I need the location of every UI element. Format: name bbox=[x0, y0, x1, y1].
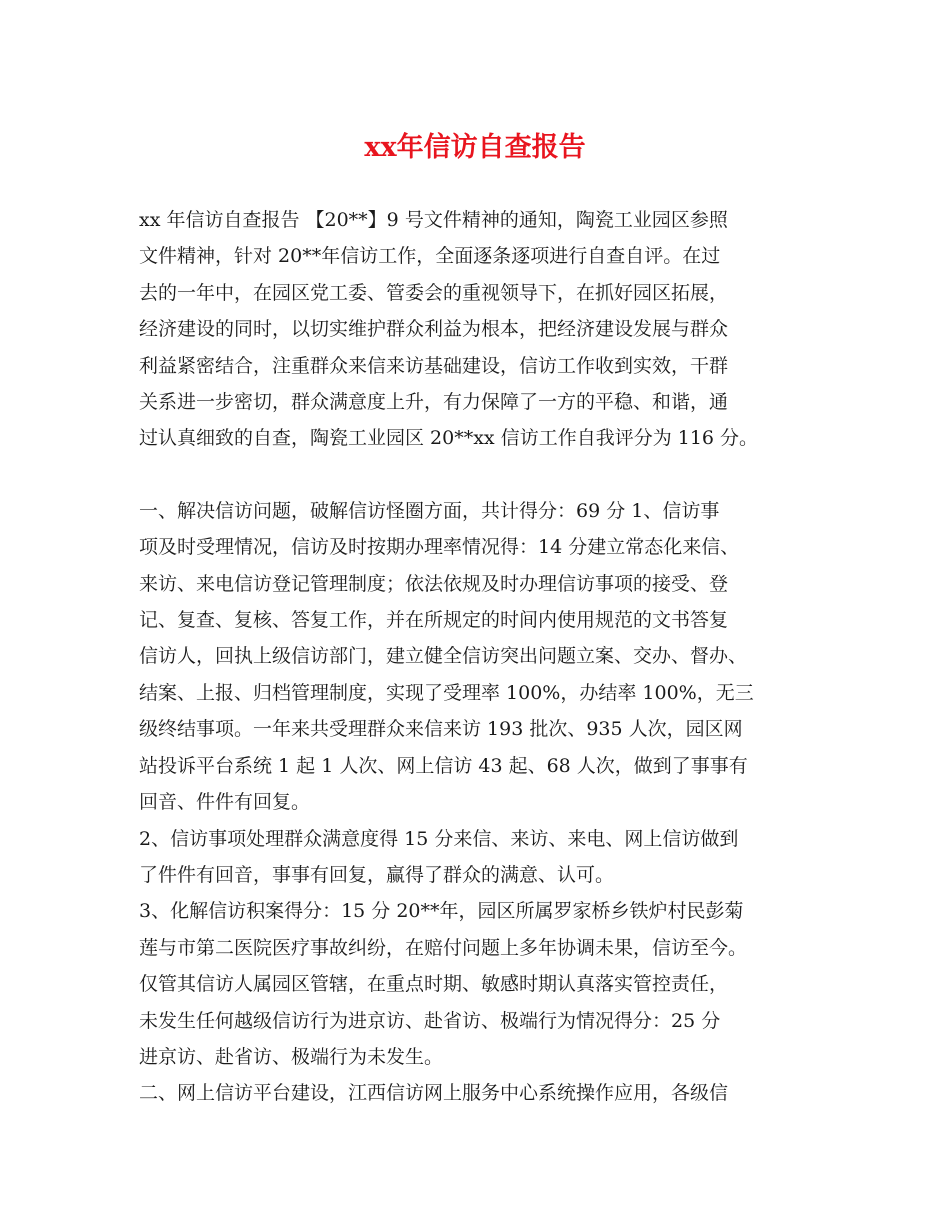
text-line: 记、复查、复核、答复工作，并在所规定的时间内使用规范的文书答复 bbox=[139, 609, 729, 632]
text-line: 仅管其信访人属园区管辖，在重点时期、敏感时期认真落实管控责任， bbox=[139, 973, 729, 996]
text-line: 未发生任何越级信访行为进京访、赴省访、极端行为情况得分：25 分 bbox=[139, 1009, 721, 1032]
paragraph-section-one bbox=[139, 493, 829, 821]
text-line: 项及时受理情况，信访及时按期办理率情况得：14 分建立常态化来信、 bbox=[139, 536, 740, 559]
text-line: xx 年信访自查报告 【20**】9 号文件精神的通知，陶瓷工业园区参照 bbox=[139, 209, 728, 231]
paragraph-item-three bbox=[139, 893, 829, 1075]
text-line: 2、信访事项处理群众满意度得 15 分来信、来访、来电、网上信访做到 bbox=[139, 827, 739, 850]
text-line: 级终结事项。一年来共受理群众来信来访 193 批次、935 人次，园区网 bbox=[139, 718, 743, 741]
text-line: 文件精神，针对 20**年信访工作，全面逐条逐项进行自查自评。在过 bbox=[139, 245, 721, 268]
text-line: 莲与市第二医院医疗事故纠纷，在赔付问题上多年协调未果，信访至今。 bbox=[139, 936, 748, 959]
text-line: 关系进一步密切，群众满意度上升，有力保障了一方的平稳、和谐，通 bbox=[139, 391, 729, 414]
text-line: 利益紧密结合，注重群众来信来访基础建设，信访工作收到实效，干群 bbox=[139, 354, 729, 377]
text-line: 二、网上信访平台建设，江西信访网上服务中心系统操作应用，各级信 bbox=[139, 1082, 729, 1105]
text-line: 3、化解信访积案得分：15 分 20**年，园区所属罗家桥乡铁炉村民彭菊 bbox=[139, 900, 744, 923]
text-line: 信访人，回执上级信访部门，建立健全信访突出问题立案、交办、督办、 bbox=[139, 645, 748, 668]
text-line: 回音、件件有回复。 bbox=[139, 791, 311, 814]
text-line: 经济建设的同时，以切实维护群众利益为根本，把经济建设发展与群众 bbox=[139, 318, 729, 341]
text-line: 结案、上报、归档管理制度，实现了受理率 100%，办结率 100%，无三 bbox=[139, 681, 754, 704]
document-body bbox=[139, 202, 829, 1112]
paragraph-intro bbox=[139, 202, 829, 457]
document-title: xx年信访自查报告 bbox=[364, 132, 586, 163]
text-line: 进京访、赴省访、极端行为未发生。 bbox=[139, 1045, 444, 1068]
text-line: 站投诉平台系统 1 起 1 人次、网上信访 43 起、68 人次，做到了事事有 bbox=[139, 754, 748, 777]
text-line: 一、解决信访问题，破解信访怪圈方面，共计得分：69 分 1、信访事 bbox=[139, 499, 720, 522]
text-line: 去的一年中，在园区党工委、管委会的重视领导下，在抓好园区拓展， bbox=[139, 281, 729, 304]
text-line: 来访、来电信访登记管理制度；依法依规及时办理信访事项的接受、登 bbox=[139, 572, 729, 595]
text-line: 过认真细致的自查，陶瓷工业园区 20**xx 信访工作自我评分为 116 分。 bbox=[139, 427, 759, 450]
text-line: 了件件有回音，事事有回复，赢得了群众的满意、认可。 bbox=[139, 863, 615, 886]
paragraph-spacer bbox=[139, 457, 829, 493]
paragraph-item-two bbox=[139, 821, 829, 894]
paragraph-section-two bbox=[139, 1075, 829, 1111]
